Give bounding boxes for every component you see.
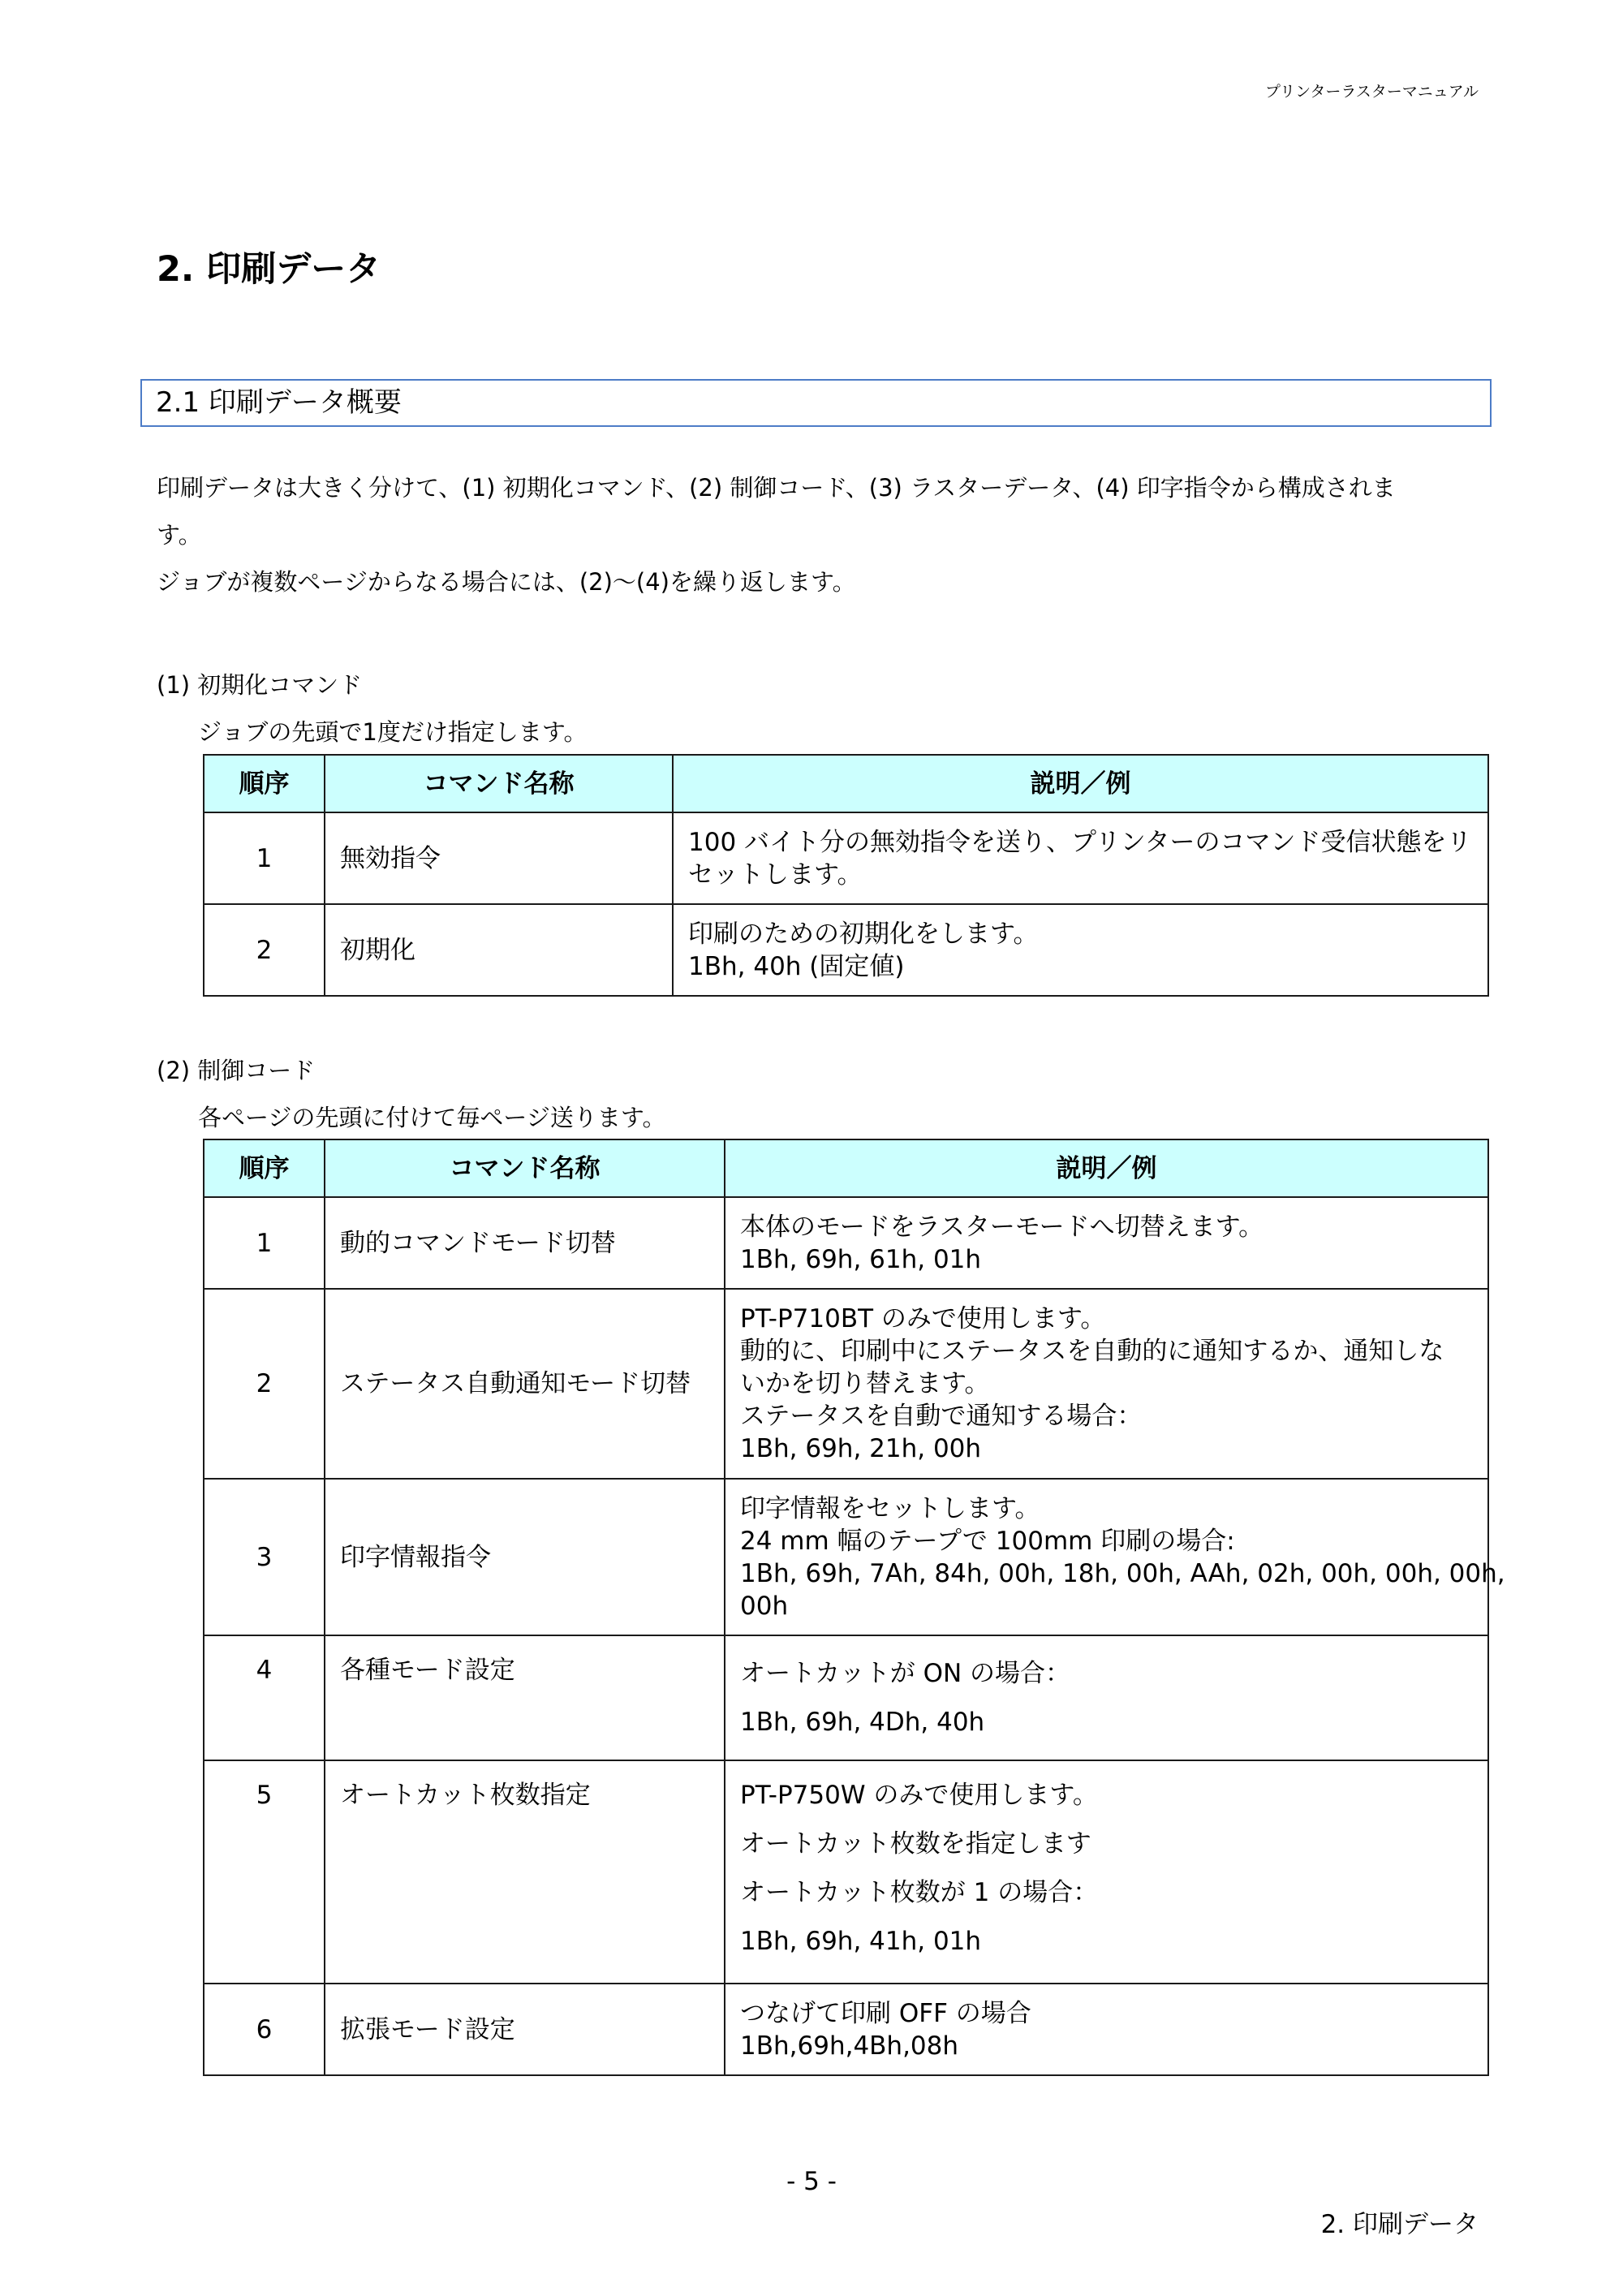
description-line: 印字情報をセットします。 xyxy=(740,1493,1040,1523)
row-command-name: 初期化 xyxy=(325,904,673,996)
table-row xyxy=(204,812,1488,904)
column-header-command-name: コマンド名称 xyxy=(325,755,673,812)
init-commands-table xyxy=(203,754,1489,997)
intro-line-1: 印刷データは大きく分けて、(1) 初期化コマンド、(2) 制御コード、(3) ラスターデータ、(4) 印字指令から構成されま xyxy=(157,474,1396,502)
chapter-title: 2. 印刷データ xyxy=(157,249,381,290)
description-line: 1Bh, 69h, 4Dh, 40h xyxy=(740,1708,985,1737)
description-line: 1Bh, 69h, 21h, 00h xyxy=(740,1434,982,1463)
table-header-row xyxy=(204,1139,1488,1197)
column-header-description: 説明／例 xyxy=(725,1139,1488,1197)
row-command-name: 印字情報指令 xyxy=(325,1479,725,1635)
row-description xyxy=(673,812,1488,904)
description-line: オートカットが ON の場合： xyxy=(740,1659,1071,1688)
description-line: 1Bh, 69h, 41h, 01h xyxy=(740,1927,982,1956)
row-description xyxy=(725,1289,1488,1479)
column-header-description: 説明／例 xyxy=(673,755,1488,812)
row-order: 2 xyxy=(204,904,325,996)
intro-paragraph xyxy=(157,464,1487,605)
row-description xyxy=(725,1984,1488,2075)
description-line: 1Bh, 69h, 61h, 01h xyxy=(740,1244,982,1274)
section-heading-box xyxy=(140,379,1492,427)
description-line: 1Bh, 69h, 7Ah, 84h, 00h, 18h, 00h, AAh, 02h, 00h, 00h, 00h, xyxy=(740,1558,1505,1588)
row-description xyxy=(725,1479,1505,1635)
table-header-row xyxy=(204,755,1488,812)
row-command-name: ステータス自動通知モード切替 xyxy=(325,1289,725,1479)
row-command-name: オートカット枚数指定 xyxy=(325,1760,725,1984)
table-row xyxy=(204,1289,1488,1479)
control-codes-table xyxy=(203,1139,1505,2076)
footer-chapter-label: 2. 印刷データ xyxy=(1320,2210,1479,2239)
description-line: 1Bh, 40h (固定値) xyxy=(688,951,905,981)
row-description xyxy=(725,1760,1488,1984)
row-order: 1 xyxy=(204,812,325,904)
description-line: 100 バイト分の無効指令を送り、プリンターのコマンド受信状態をリ xyxy=(688,827,1472,857)
description-line: 印刷のための初期化をします。 xyxy=(688,919,1039,949)
table-row xyxy=(204,1984,1488,2075)
row-order: 2 xyxy=(204,1289,325,1479)
row-command-name: 無効指令 xyxy=(325,812,673,904)
control-codes-heading: (2) 制御コード xyxy=(157,1057,316,1084)
description-line: いかを切り替えます。 xyxy=(740,1369,990,1398)
description-line: セットします。 xyxy=(688,859,863,890)
column-header-order: 順序 xyxy=(204,755,325,812)
row-command-name: 各種モード設定 xyxy=(325,1635,725,1760)
row-order: 1 xyxy=(204,1197,325,1289)
running-header: プリンターラスターマニュアル xyxy=(1264,83,1479,101)
init-commands-heading: (1) 初期化コマンド xyxy=(157,671,363,699)
column-header-command-name: コマンド名称 xyxy=(325,1139,725,1197)
description-line: つなげて印刷 OFF の場合 xyxy=(740,1998,1031,2028)
description-line: 24 mm 幅のテープで 100mm 印刷の場合: xyxy=(740,1526,1235,1556)
row-command-name: 動的コマンドモード切替 xyxy=(325,1197,725,1289)
row-command-name: 拡張モード設定 xyxy=(325,1984,725,2075)
table-row xyxy=(204,904,1488,996)
column-header-order: 順序 xyxy=(204,1139,325,1197)
description-line: ステータスを自動で通知する場合： xyxy=(740,1402,1143,1431)
row-description xyxy=(725,1197,1488,1289)
row-order: 5 xyxy=(204,1760,325,1984)
row-description xyxy=(673,904,1488,996)
intro-line-2: す。 xyxy=(157,521,202,549)
page-number: - 5 - xyxy=(786,2167,837,2196)
section-title: 2.1 印刷データ概要 xyxy=(156,386,402,419)
row-order: 3 xyxy=(204,1479,325,1635)
description-line: 本体のモードをラスターモードへ切替えます。 xyxy=(740,1212,1264,1242)
table-row xyxy=(204,1760,1488,1984)
description-line: 1Bh,69h,4Bh,08h xyxy=(740,2031,959,2061)
table-row xyxy=(204,1635,1488,1760)
control-codes-description: 各ページの先頭に付けて毎ページ送ります。 xyxy=(198,1104,666,1131)
init-commands-description: ジョブの先頭で1度だけ指定します。 xyxy=(198,718,588,746)
intro-line-3: ジョブが複数ページからなる場合には、(2)～(4)を繰り返します。 xyxy=(157,568,856,596)
description-line: PT-P750W のみで使用します。 xyxy=(740,1781,1098,1810)
table-row xyxy=(204,1479,1488,1635)
table-row xyxy=(204,1197,1488,1289)
description-line: オートカット枚数を指定します xyxy=(740,1829,1091,1859)
description-line: PT-P710BT のみで使用します。 xyxy=(740,1304,1106,1333)
row-description xyxy=(725,1635,1488,1760)
description-line: オートカット枚数が 1 の場合： xyxy=(740,1878,1099,1907)
row-order: 4 xyxy=(204,1635,325,1760)
row-order: 6 xyxy=(204,1984,325,2075)
description-line: 00h xyxy=(740,1591,789,1621)
description-line: 動的に、印刷中にステータスを自動的に通知するか、通知しな xyxy=(740,1337,1444,1366)
